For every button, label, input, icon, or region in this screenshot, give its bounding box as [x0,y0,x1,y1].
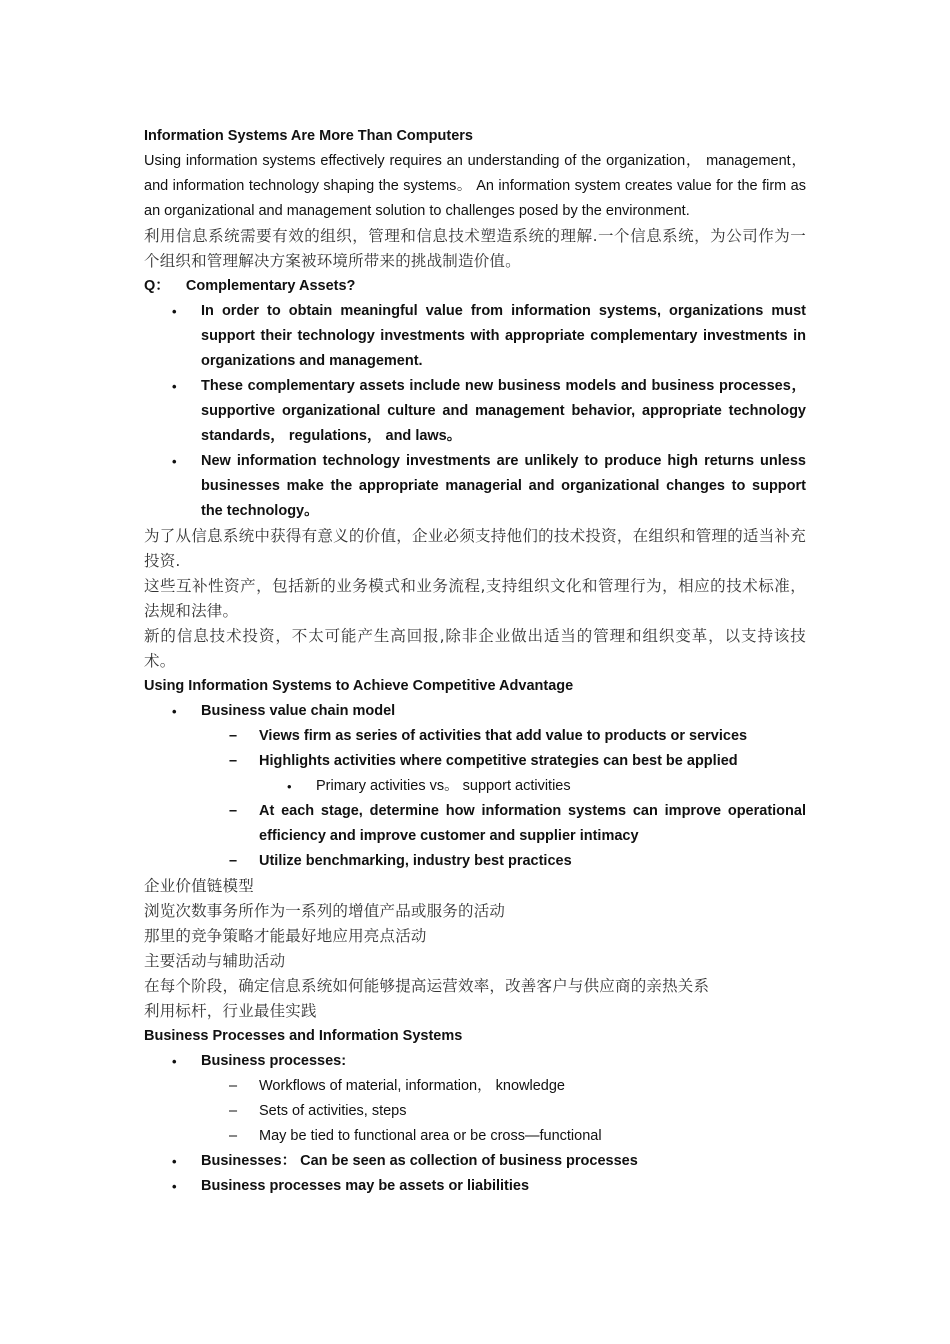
list-item-text: May be tied to functional area or be cross—functional [259,1128,602,1144]
list-item [144,374,806,449]
section-heading-business-processes: Business Processes and Information Systems [144,1028,463,1044]
bullet-icon: • [172,304,177,319]
paragraph-zh: 这些互补性资产，包括新的业务模式和业务流程,支持组织文化和管理行为，相应的技术标准，法规和法律。 [144,577,806,620]
paragraph-zh-using-is: 利用信息系统需要有效的组织，管理和信息技术塑造系统的理解.一个信息系统，为公司作为一个组织和管理解决方案被环境所带来的挑战制造价值。 [144,227,806,270]
paragraph-zh: 在每个阶段，确定信息系统如何能够提高运营效率，改善客户与供应商的亲热关系 [144,977,710,995]
paragraph-zh: 利用标杆，行业最佳实践 [144,1002,317,1020]
list-item-text: At each stage, determine how information systems can improve operational efficiency and improve customer and supplier intimacy [259,803,806,844]
dash-icon: – [229,1078,238,1094]
list-item [144,299,806,374]
question-title: Complementary Assets? [185,278,356,294]
bullet-icon: • [172,1179,177,1194]
sub-list-item [144,1099,806,1124]
list-item-text: Business processes: [201,1053,347,1069]
question-complementary-assets [144,274,806,299]
list-item-text: New information technology investments are unlikely to produce high returns unless businesses make the appropriate managerial and organizational changes to support the technology。 [201,453,806,519]
sub-list-item [144,799,806,849]
list-item-text: Sets of activities, steps [259,1103,407,1119]
list-item-text: Businesses： Can be seen as collection of business processes [201,1153,638,1169]
list-item-text: Workflows of material, information， knowledge [259,1078,565,1094]
list-item-text: In order to obtain meaningful value from information systems, organizations must support their technology investments with appropriate complementary investments in organizations and management. [201,303,806,369]
dash-icon: – [229,728,238,744]
section-heading-is-more-than-computers: Information Systems Are More Than Computers [144,128,473,144]
paragraph-zh: 新的信息技术投资，不太可能产生高回报,除非企业做出适当的管理和组织变革，以支持该技术。 [144,627,806,670]
list-item-text: Primary activities vs。 support activities [316,778,571,794]
paragraph-zh: 主要活动与辅助活动 [144,952,286,970]
document-page [144,124,806,1199]
paragraph-using-is: Using information systems effectively requires an understanding of the organization， management， and information technology shaping the systems。 An information system creates value for the firm as an organizational and management solution to challenges posed by the environment. [144,153,806,219]
paragraph-zh: 为了从信息系统中获得有意义的价值，企业必须支持他们的技术投资，在组织和管理的适当补充投资. [144,527,806,570]
sub-list-item [144,1124,806,1149]
sub-list-item [144,849,806,874]
bullet-icon: • [172,379,177,394]
list-item-text: Utilize benchmarking, industry best practices [259,853,572,869]
list-item-text: These complementary assets include new business models and business processes，supportive organizational culture and management behavior, appropriate technology standards， regulations， and laws。 [201,378,806,444]
bullet-icon: • [287,779,292,794]
bullet-icon: • [172,454,177,469]
list-item-text: Views firm as series of activities that add value to products or services [259,728,748,744]
paragraph-zh: 那里的竞争策略才能最好地应用亮点活动 [144,927,427,945]
list-item [144,1174,806,1199]
dash-icon: – [229,1128,238,1144]
sub-list-item [144,1074,806,1099]
dash-icon: – [229,753,238,769]
dash-icon: – [229,1103,238,1119]
paragraph-zh: 浏览次数事务所作为一系列的增值产品或服务的活动 [144,902,506,920]
list-item-text: Highlights activities where competitive strategies can best be applied [259,753,738,769]
list-item [144,699,806,724]
section-heading-competitive-advantage: Using Information Systems to Achieve Competitive Advantage [144,678,574,694]
question-label: Q： [144,278,170,294]
list-item-text: Business processes may be assets or liabilities [201,1178,530,1194]
list-item [144,1149,806,1174]
sub-list-item [144,749,806,774]
bullet-icon: • [172,1154,177,1169]
sub-list-item [144,724,806,749]
bullet-icon: • [172,1054,177,1069]
bullet-icon: • [172,704,177,719]
paragraph-zh: 企业价值链模型 [144,877,254,895]
dash-icon: – [229,803,238,819]
sub-sub-list-item [144,774,806,799]
dash-icon: – [229,853,238,869]
list-item-text: Business value chain model [201,703,396,719]
list-item [144,449,806,524]
list-item [144,1049,806,1074]
